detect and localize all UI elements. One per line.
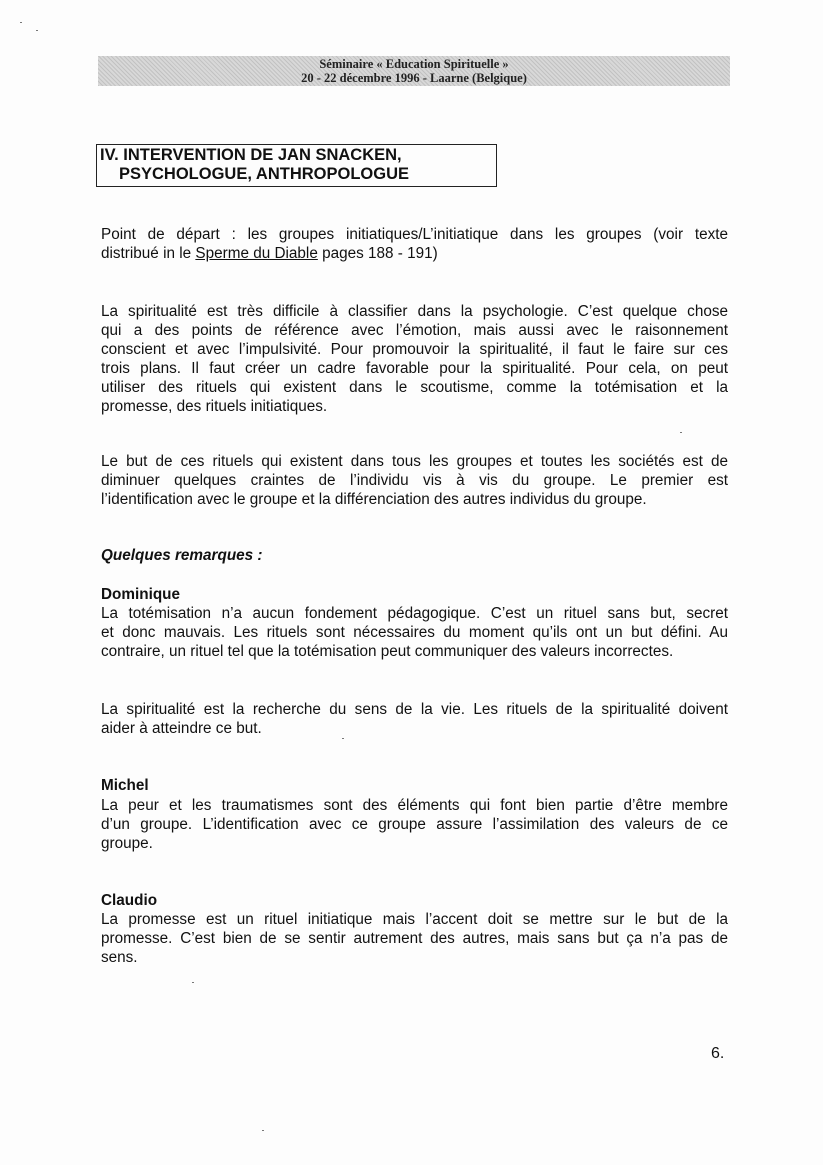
banner-date-location: 20 - 22 décembre 1996 - Laarne (Belgique) bbox=[301, 71, 527, 85]
paragraph-line: utiliser des rituels qui existent dans le scoutisme, comme la totémisation et la bbox=[101, 379, 728, 396]
section-title-line2: PSYCHOLOGUE, ANTHROPOLOGUE bbox=[119, 165, 409, 183]
speaker-claudio: Claudio bbox=[101, 892, 158, 909]
paragraph-line: groupe. bbox=[101, 835, 153, 852]
scan-speck bbox=[36, 30, 38, 31]
paragraph-line: aider à atteindre ce but. bbox=[101, 720, 262, 737]
scan-speck bbox=[192, 982, 194, 983]
paragraph-line: La peur et les traumatismes sont des éléments qui font bien partie d’être membre bbox=[101, 797, 728, 814]
michel-paragraph bbox=[101, 796, 728, 853]
section-title-line1: IV. INTERVENTION DE JAN SNACKEN, bbox=[100, 146, 402, 164]
paragraph-line: d’un groupe. L’identification avec ce groupe assure l’assimilation des valeurs de ce bbox=[101, 816, 728, 833]
paragraph-line: contraire, un rituel tel que la totémisation peut communiquer des valeurs incorrectes. bbox=[101, 643, 674, 660]
intro-line bbox=[101, 244, 728, 263]
intro-text: distribué in le bbox=[101, 245, 196, 262]
section-title-box bbox=[96, 144, 497, 187]
dominique-paragraph-1 bbox=[101, 604, 728, 661]
intro-line: Point de départ : les groupes initiatiques/L’initiatique dans les groupes (voir texte bbox=[101, 226, 728, 243]
scan-speck bbox=[262, 1130, 264, 1131]
claudio-paragraph bbox=[101, 910, 728, 967]
intro-paragraph bbox=[101, 225, 728, 263]
paragraph-line: l’identification avec le groupe et la différenciation des autres individus du groupe. bbox=[101, 491, 647, 508]
speaker-dominique: Dominique bbox=[101, 586, 181, 603]
intro-text: pages 188 - 191) bbox=[317, 245, 438, 262]
page-number: 6. bbox=[711, 1045, 725, 1062]
paragraph-line: trois plans. Il faut créer un cadre favorable pour la spiritualité. Pour cela, on peut bbox=[101, 360, 728, 377]
scan-speck bbox=[342, 738, 344, 739]
paragraph-rituals-goal bbox=[101, 452, 728, 509]
paragraph-line: La spiritualité est la recherche du sens de la vie. Les rituels de la spiritualité doivent bbox=[101, 701, 728, 718]
paragraph-spirituality bbox=[101, 302, 728, 416]
book-title: Sperme du Diable bbox=[195, 245, 318, 262]
speaker-michel: Michel bbox=[101, 777, 149, 794]
dominique-paragraph-2 bbox=[101, 700, 728, 738]
scan-speck bbox=[20, 22, 22, 23]
paragraph-line: diminuer quelques craintes de l’individu vis à vis du groupe. Le premier est bbox=[101, 472, 728, 489]
banner-title: Séminaire « Education Spirituelle » bbox=[319, 57, 509, 71]
paragraph-line: et donc mauvais. Les rituels sont nécessaires du moment qu’ils ont un but défini. Au bbox=[101, 624, 728, 641]
scan-speck bbox=[680, 432, 682, 433]
paragraph-line: promesse, des rituels initiatiques. bbox=[101, 398, 328, 415]
paragraph-line: qui a des points de référence avec l’émotion, mais aussi avec le raisonnement bbox=[101, 322, 728, 339]
paragraph-line: La promesse est un rituel initiatique mais l’accent doit se mettre sur le but de la bbox=[101, 911, 728, 928]
paragraph-line: promesse. C’est bien de se sentir autrement des autres, mais sans but ça n’a pas de bbox=[101, 930, 728, 947]
paragraph-line: sens. bbox=[101, 949, 138, 966]
paragraph-line: La totémisation n’a aucun fondement pédagogique. C’est un rituel sans but, secret bbox=[101, 605, 728, 622]
paragraph-line: La spiritualité est très difficile à classifier dans la psychologie. C’est quelque chose bbox=[101, 303, 728, 320]
remarks-heading: Quelques remarques : bbox=[101, 547, 263, 564]
paragraph-line: conscient et avec l’impulsivité. Pour promouvoir la spiritualité, il faut le faire sur ces bbox=[101, 341, 728, 358]
seminar-banner bbox=[98, 56, 730, 86]
paragraph-line: Le but de ces rituels qui existent dans tous les groupes et toutes les sociétés est de bbox=[101, 453, 728, 470]
